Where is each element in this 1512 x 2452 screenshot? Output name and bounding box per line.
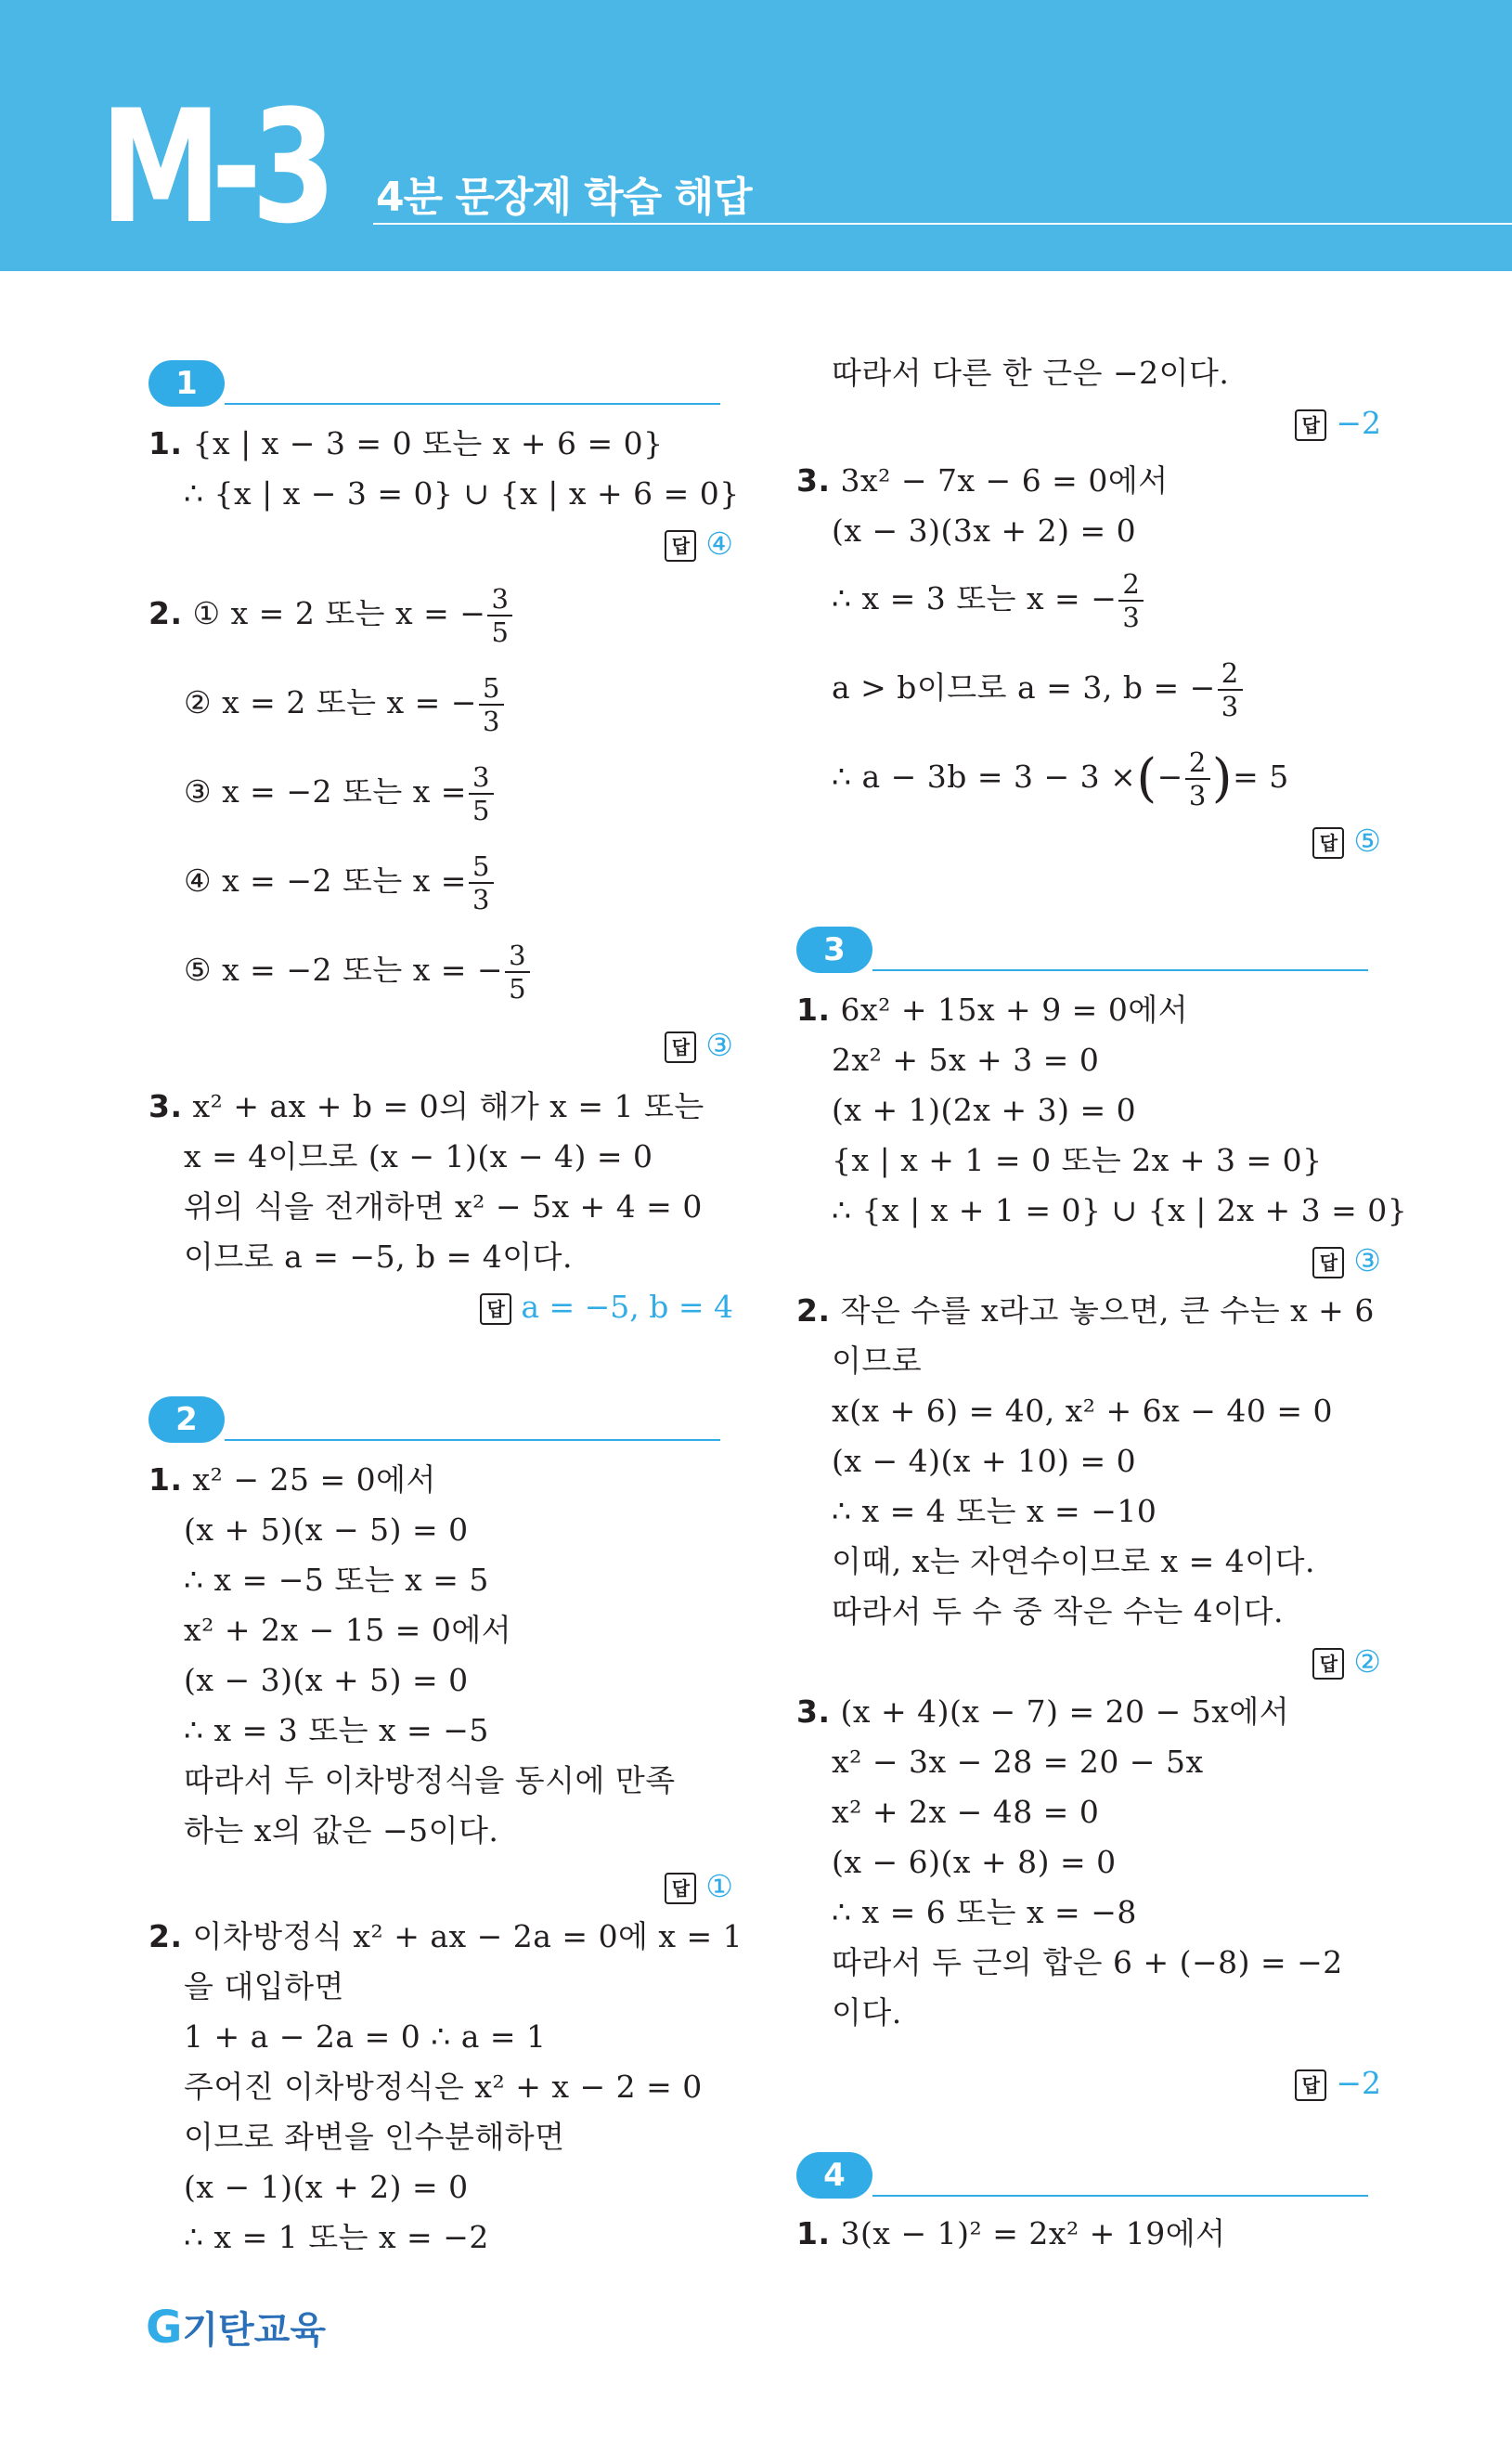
solution-line: (x − 3)(3x + 2) = 0: [832, 512, 1137, 549]
answer-label: 답 ③: [665, 1025, 733, 1066]
solution-line: x² + 2x − 15 = 0에서: [184, 1612, 512, 1648]
fraction: $\frac{2}{3}$: [1218, 657, 1243, 722]
solution-line: x(x + 6) = 40, x² + 6x − 40 = 0: [832, 1393, 1334, 1429]
problem-line: 1. x² − 25 = 0에서: [149, 1461, 436, 1498]
problem-line: 3. (x + 4)(x − 7) = 20 − 5x에서: [796, 1693, 1290, 1730]
section-3-header: [796, 927, 1368, 979]
logo-text: 기탄교육: [182, 2309, 326, 2352]
problem-number: 2.: [149, 595, 183, 631]
solution-line: ∴ x = 4 또는 x = −10: [832, 1493, 1157, 1529]
choice-line: ② x = 2 또는 x = − $\frac{5}{3}$: [184, 672, 506, 737]
answer-label: 답 ②: [1312, 1641, 1381, 1682]
answer-mark-icon: 답: [1295, 2069, 1326, 2101]
problem-number: 1.: [796, 2215, 831, 2251]
header-banner: [0, 0, 1512, 271]
solution-line: x = 4이므로 (x − 1)(x − 4) = 0: [184, 1138, 653, 1174]
logo-g-icon: G: [146, 2302, 183, 2354]
fraction: $\frac{2}{3}$: [1185, 746, 1210, 811]
solution-line: 이다.: [832, 1994, 902, 2030]
answer-mark-icon: 답: [1312, 827, 1344, 859]
solution-line: (x + 5)(x − 5) = 0: [184, 1511, 469, 1548]
choice-line: ③ x = −2 또는 x = $\frac{3}{5}$: [184, 761, 496, 826]
section-rule: [872, 969, 1368, 971]
problem-number: 3.: [796, 462, 831, 499]
section-number-badge: 4: [796, 2152, 872, 2199]
solution-line: x² + 2x − 48 = 0: [832, 1794, 1100, 1830]
problem-line: 2. 이차방정식 x² + ax − 2a = 0에 x = 1: [149, 1918, 743, 1954]
header-rule: [373, 223, 1512, 225]
answer-label: 답 ⑤: [1312, 821, 1381, 862]
solution-line: ∴ x = 6 또는 x = −8: [832, 1894, 1137, 1930]
answer-label: 답 ④: [665, 524, 733, 564]
section-rule: [872, 2195, 1368, 2197]
fraction: $\frac{3}{5}$: [505, 940, 530, 1005]
solution-line: 주어진 이차방정식은 x² + x − 2 = 0: [184, 2069, 703, 2105]
solution-line: ∴ a − 3b = 3 − 3 ×(− $\frac{2}{3}$ )= 5: [832, 746, 1289, 811]
problem-number: 1.: [149, 1461, 183, 1498]
solution-line: 따라서 두 수 중 작은 수는 4이다.: [832, 1593, 1284, 1629]
answer-mark-icon: 답: [1295, 409, 1326, 441]
problem-line: 3. x² + ax + b = 0의 해가 x = 1 또는: [149, 1088, 704, 1124]
answer-mark-icon: 답: [480, 1293, 511, 1325]
section-2-header: [149, 1396, 720, 1448]
solution-line: 2x² + 5x + 3 = 0: [832, 1042, 1100, 1078]
unit-code: M-3: [100, 76, 327, 258]
problem-line: 1. {x | x − 3 = 0 또는 x + 6 = 0}: [149, 425, 664, 461]
section-number-badge: 3: [796, 927, 872, 973]
problem-number: 3.: [796, 1693, 831, 1730]
section-rule: [225, 1439, 720, 1441]
answer-mark-icon: 답: [665, 1873, 696, 1904]
choice-line: ⑤ x = −2 또는 x = − $\frac{3}{5}$: [184, 940, 532, 1005]
section-number-badge: 2: [149, 1396, 225, 1443]
fraction: $\frac{3}{5}$: [469, 761, 494, 826]
solution-line: 1 + a − 2a = 0 ∴ a = 1: [184, 2018, 547, 2055]
solution-line: 이므로: [832, 1343, 923, 1379]
section-number-badge: 1: [149, 360, 225, 407]
unit-subtitle: 4분 문장제 학습 해답: [376, 174, 752, 221]
solution-line: ∴ x = −5 또는 x = 5: [184, 1562, 489, 1598]
fraction: $\frac{5}{3}$: [479, 672, 504, 737]
solution-line: x² − 3x − 28 = 20 − 5x: [832, 1744, 1204, 1780]
solution-line: (x − 3)(x + 5) = 0: [184, 1662, 469, 1698]
solution-line: 따라서 두 이차방정식을 동시에 만족: [184, 1762, 676, 1798]
solution-line: (x − 6)(x + 8) = 0: [832, 1844, 1117, 1880]
solution-line: (x + 1)(2x + 3) = 0: [832, 1092, 1137, 1128]
problem-number: 1.: [796, 992, 831, 1028]
problem-line: 3. 3x² − 7x − 6 = 0에서: [796, 462, 1169, 499]
answer-mark-icon: 답: [1312, 1648, 1344, 1680]
section-rule: [225, 403, 720, 405]
solution-line: ∴ {x | x + 1 = 0} ∪ {x | 2x + 3 = 0}: [832, 1192, 1408, 1228]
solution-line: ∴ x = 1 또는 x = −2: [184, 2219, 489, 2255]
solution-line: a > b이므로 a = 3, b = − $\frac{2}{3}$: [832, 657, 1245, 722]
fraction: $\frac{5}{3}$: [469, 850, 494, 915]
problem-line: 2. 작은 수를 x라고 놓으면, 큰 수는 x + 6: [796, 1292, 1375, 1329]
answer-label: 답 a = −5, b = 4: [480, 1287, 733, 1328]
answer-label: 답 ③: [1312, 1240, 1381, 1281]
answer-label: 답 −2: [1295, 403, 1381, 444]
solution-line: 따라서 두 근의 합은 6 + (−8) = −2: [832, 1944, 1343, 1980]
solution-line: 하는 x의 값은 −5이다.: [184, 1812, 499, 1849]
solution-line: 이므로 좌변을 인수분해하면: [184, 2119, 565, 2155]
answer-label: 답 −2: [1295, 2063, 1381, 2104]
problem-number: 3.: [149, 1088, 183, 1124]
section-1-header: [149, 360, 720, 412]
problem-line: 1. 3(x − 1)² = 2x² + 19에서: [796, 2215, 1226, 2251]
problem-line: 1. 6x² + 15x + 9 = 0에서: [796, 992, 1189, 1028]
choice-line: ④ x = −2 또는 x = $\frac{5}{3}$: [184, 850, 496, 915]
solution-line: 따라서 다른 한 근은 −2이다.: [832, 355, 1230, 391]
answer-mark-icon: 답: [665, 1031, 696, 1063]
fraction: $\frac{3}{5}$: [487, 583, 512, 648]
solution-line: (x − 1)(x + 2) = 0: [184, 2169, 469, 2205]
problem-line: 2. ① x = 2 또는 x = − $\frac{3}{5}$: [149, 583, 514, 648]
section-4-header: [796, 2152, 1368, 2204]
solution-line: ∴ x = 3 또는 x = −5: [184, 1712, 489, 1748]
solution-line: {x | x + 1 = 0 또는 2x + 3 = 0}: [832, 1142, 1323, 1178]
solution-line: 위의 식을 전개하면 x² − 5x + 4 = 0: [184, 1188, 703, 1225]
solution-line: (x − 4)(x + 10) = 0: [832, 1443, 1137, 1479]
solution-line: ∴ x = 3 또는 x = − $\frac{2}{3}$: [832, 568, 1145, 633]
publisher-logo: [146, 2301, 326, 2354]
problem-number: 2.: [149, 1918, 183, 1954]
solution-line: 을 대입하면: [184, 1968, 344, 2004]
solution-line: ∴ {x | x − 3 = 0} ∪ {x | x + 6 = 0}: [184, 475, 740, 512]
answer-mark-icon: 답: [665, 530, 696, 562]
solution-line: 이때, x는 자연수이므로 x = 4이다.: [832, 1543, 1315, 1579]
problem-number: 2.: [796, 1292, 831, 1329]
solution-line: 이므로 a = −5, b = 4이다.: [184, 1239, 574, 1275]
answer-mark-icon: 답: [1312, 1247, 1344, 1278]
problem-number: 1.: [149, 425, 183, 461]
fraction: $\frac{2}{3}$: [1118, 568, 1144, 633]
answer-label: 답 ①: [665, 1866, 733, 1907]
